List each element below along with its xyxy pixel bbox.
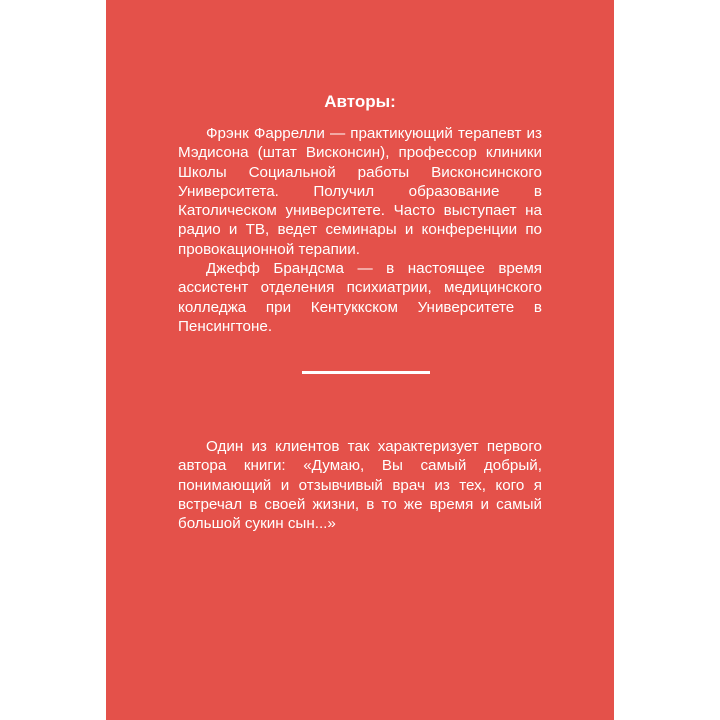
author-farrelly-paragraph: Фрэнк Фаррелли — практикующий терапевт из Мэдисона (штат Висконсин), профессор клиники Школы Социальной работы Висконсинского Университета. Получил образование в Католическом университете. Часто выступает на радио и ТВ, ведет семинары и конференции по провокационной терапии. [178, 125, 542, 258]
client-quote-paragraph: Один из клиентов так характеризует первого автора книги: «Думаю, Вы самый добрый, понимающий и отзывчивый врач из тех, кого я встречал в своей жизни, в то же время и самый большой сукин сын...» [178, 438, 542, 533]
authors-description [178, 124, 542, 336]
author-brandsma-paragraph: Джефф Брандсма — в настоящее время ассистент отделения психиатрии, медицинского колледжа при Кентуккском Университете в Пенсингтоне. [178, 260, 542, 335]
section-divider [302, 371, 430, 374]
back-cover [106, 0, 614, 720]
authors-heading: Авторы: [324, 92, 396, 111]
client-quote [178, 437, 542, 533]
